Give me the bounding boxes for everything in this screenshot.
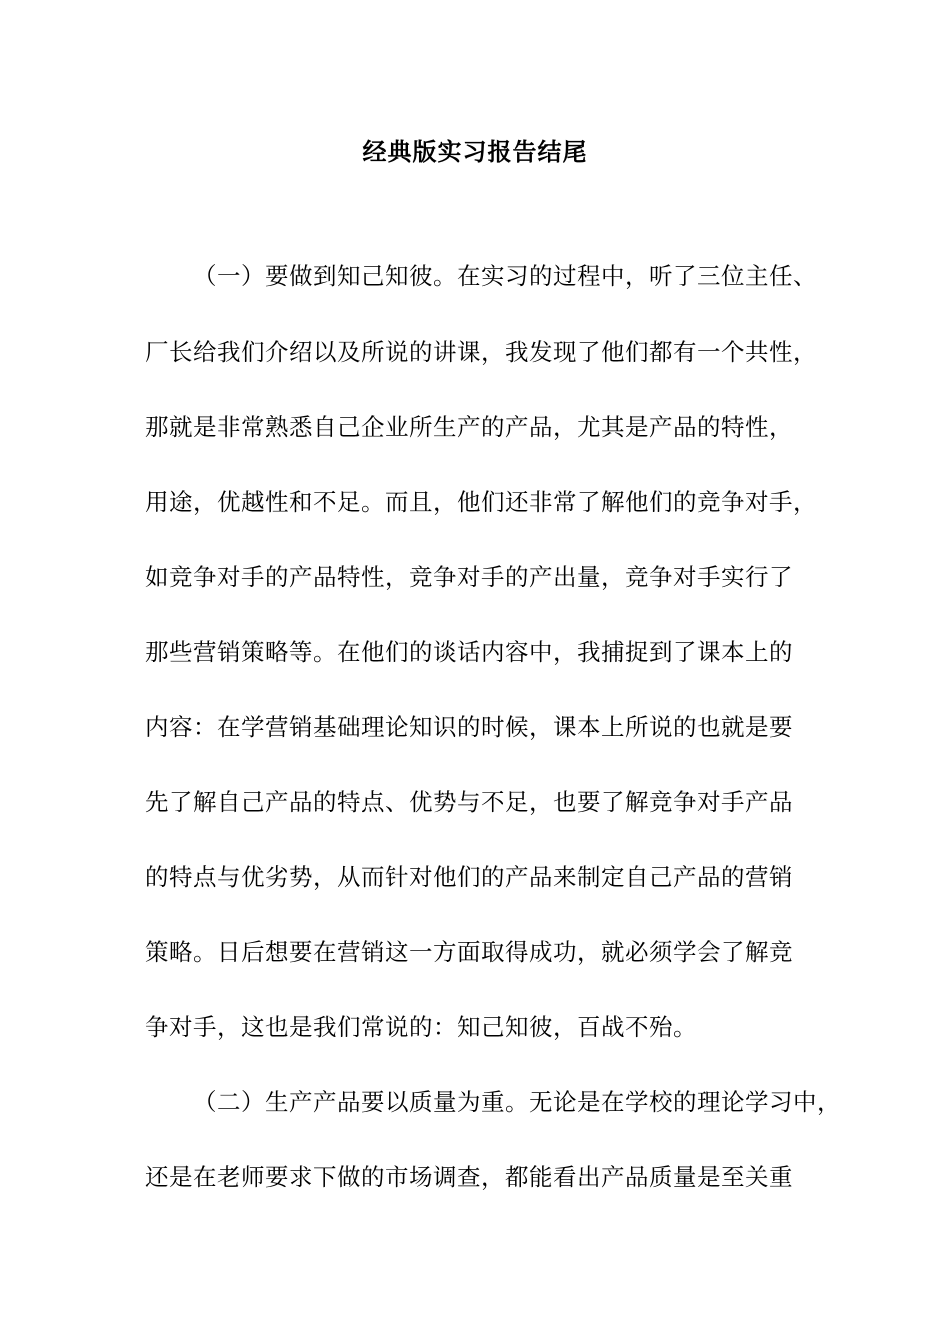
document-title: 经典版实习报告结尾 [362,137,588,166]
paragraph-2-line-1: （二）生产产品要以质量为重。无论是在学校的理论学习中， [193,1088,841,1116]
paragraph-1-line-10: 策略。日后想要在营销这一方面取得成功，就必须学会了解竞 [145,938,793,966]
paragraph-1-line-11: 争对手，这也是我们常说的：知己知彼，百战不殆。 [145,1013,697,1041]
paragraph-1-line-5: 如竞争对手的产品特性，竞争对手的产出量，竞争对手实行了 [145,563,793,591]
paragraph-1-line-1: （一）要做到知己知彼。在实习的过程中，听了三位主任、 [193,262,817,290]
paragraph-1-line-4: 用途，优越性和不足。而且，他们还非常了解他们的竞争对手， [145,488,817,516]
paragraph-1-line-6: 那些营销策略等。在他们的谈话内容中，我捕捉到了课本上的 [145,638,793,666]
paragraph-1-line-2: 厂长给我们介绍以及所说的讲课，我发现了他们都有一个共性， [145,338,817,366]
paragraph-1-line-9: 的特点与优劣势，从而针对他们的产品来制定自己产品的营销 [145,863,793,891]
paragraph-1-line-3: 那就是非常熟悉自己企业所生产的产品，尤其是产品的特性， [145,413,793,441]
paragraph-1-line-7: 内容：在学营销基础理论知识的时候，课本上所说的也就是要 [145,713,793,741]
paragraph-1-line-8: 先了解自己产品的特点、优势与不足，也要了解竞争对手产品 [145,788,793,816]
paragraph-2-line-2: 还是在老师要求下做的市场调查，都能看出产品质量是至关重 [145,1163,793,1191]
